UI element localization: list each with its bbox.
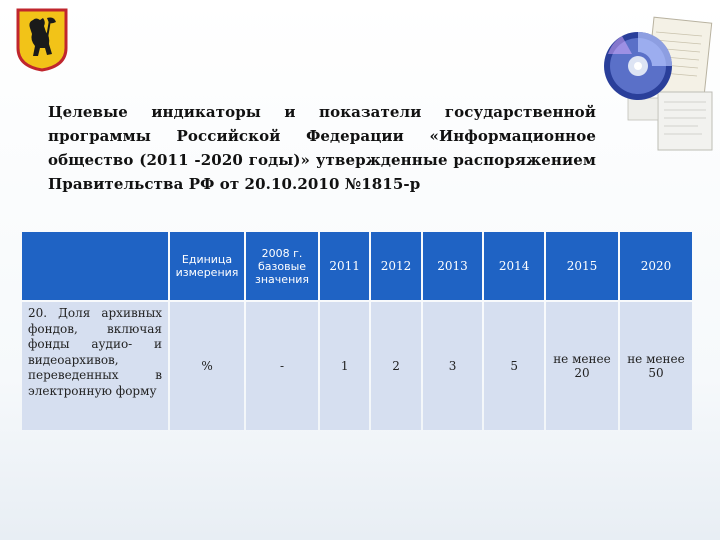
table-header-row bbox=[22, 232, 692, 300]
value-2012: 2 bbox=[371, 302, 420, 430]
value-2014: 5 bbox=[484, 302, 544, 430]
page-title: Целевые индикаторы и показатели государственной программы Российской Федерации «Информационное общество (2011 -2020 годы)» утвержденные распоряжением Правительства РФ от 20.10.2010 №1815-р bbox=[48, 103, 596, 193]
header-unit: Единица измерения bbox=[170, 232, 244, 300]
coat-of-arms-icon bbox=[16, 8, 68, 72]
header-blank-cell bbox=[22, 232, 168, 300]
indicator-name: 20. Доля архивных фондов, включая фонды аудио- и видеоархивов, переведенных в электронную форму bbox=[22, 302, 168, 430]
value-2011: 1 bbox=[320, 302, 369, 430]
value-2020: не менее 50 bbox=[620, 302, 692, 430]
indicator-base-value: - bbox=[246, 302, 318, 430]
header-year-2011: 2011 bbox=[320, 232, 369, 300]
header-year-2013: 2013 bbox=[423, 232, 483, 300]
header-year-2015: 2015 bbox=[546, 232, 618, 300]
header-year-2020: 2020 bbox=[620, 232, 692, 300]
cd-documents-illustration bbox=[598, 14, 714, 154]
header-base-value: 2008 г. базовые значения bbox=[246, 232, 318, 300]
value-2015: не менее 20 bbox=[546, 302, 618, 430]
header-year-2014: 2014 bbox=[484, 232, 544, 300]
header-year-2012: 2012 bbox=[371, 232, 420, 300]
table-row bbox=[22, 302, 692, 430]
value-2013: 3 bbox=[423, 302, 483, 430]
indicators-table bbox=[20, 230, 694, 432]
indicator-unit: % bbox=[170, 302, 244, 430]
